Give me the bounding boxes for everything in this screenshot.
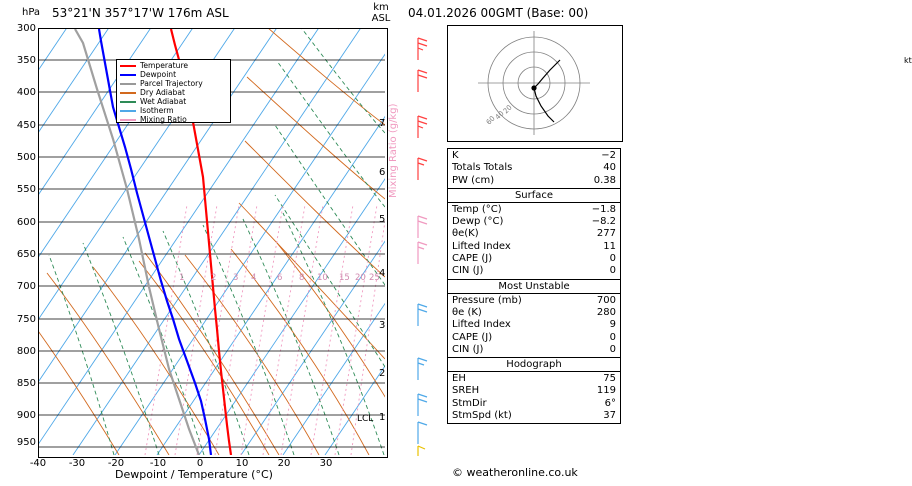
stat-label-mu-li: Lifted Index	[452, 319, 511, 331]
x-tick--10: -10	[149, 458, 167, 469]
mixing-ratio-tick-8: 8	[299, 273, 305, 283]
y-tick-600: 600	[16, 217, 36, 228]
x-tick--40: -40	[29, 458, 47, 469]
legend-swatch-temperature	[120, 65, 136, 67]
stat-value-stmspd: 37	[603, 410, 616, 422]
legend-item-dry-adiabat	[120, 89, 227, 98]
stat-label-sfc-cape: CAPE (J)	[452, 253, 493, 265]
hodograph-panel	[447, 25, 912, 142]
y-tick-400: 400	[16, 87, 36, 98]
hodograph-plot	[448, 26, 620, 139]
stat-label-sfc-cin: CIN (J)	[452, 265, 484, 277]
x-tick-0: 0	[196, 458, 204, 469]
km-asl-line1: km	[373, 2, 389, 13]
hodo-ring-40: 40	[493, 109, 506, 122]
stat-label-totals-totals: Totals Totals	[452, 162, 513, 174]
x-tick--20: -20	[107, 458, 125, 469]
stat-label-k: K	[452, 150, 459, 161]
y-tick-450: 450	[16, 120, 36, 131]
legend-item-isotherm	[120, 106, 227, 115]
stats-header-surface: Surface	[448, 189, 620, 203]
stat-value-eh: 75	[603, 373, 616, 385]
stat-label-sreh: SREH	[452, 385, 480, 397]
credit-text: © weatheronline.co.uk	[452, 466, 578, 479]
stat-label-mu-pressure: Pressure (mb)	[452, 294, 522, 306]
stat-value-k: −2	[601, 150, 616, 161]
km-tick-6: 6	[379, 167, 386, 178]
legend-label-dewpoint: Dewpoint	[140, 70, 177, 80]
stat-value-mu-cin: 0	[609, 343, 616, 355]
hodo-ring-60: 60	[484, 114, 497, 127]
y-tick-350: 350	[16, 55, 36, 66]
stat-row-mu-pressure	[448, 295, 620, 307]
km-tick-2: 2	[379, 368, 386, 379]
hodo-ring-20: 20	[501, 103, 514, 116]
stat-row-sfc-cape	[448, 253, 620, 265]
legend-item-wet-adiabat	[120, 98, 227, 107]
stats-header-most-unstable: Most Unstable	[448, 280, 620, 294]
wind-barb-strip	[398, 28, 438, 456]
stats-group-indices	[448, 149, 620, 189]
stat-row-pw	[448, 175, 620, 187]
mixing-ratio-tick-1: 1	[179, 273, 185, 283]
stat-label-mu-cin: CIN (J)	[452, 343, 484, 355]
legend-swatch-parcel	[120, 83, 136, 85]
stat-label-pw: PW (cm)	[452, 174, 495, 186]
stats-group-hodograph	[448, 372, 620, 423]
stat-label-stmdir: StmDir	[452, 397, 487, 409]
y-tick-750: 750	[16, 314, 36, 325]
stat-label-eh: EH	[452, 373, 466, 385]
y-tick-650: 650	[16, 249, 36, 260]
x-tick--30: -30	[68, 458, 86, 469]
stats-group-surface	[448, 203, 620, 280]
stat-value-mu-li: 9	[609, 319, 616, 331]
y-tick-950: 950	[16, 437, 36, 448]
legend-label-parcel: Parcel Trajectory	[140, 79, 203, 89]
stat-value-sfc-cape: 0	[609, 253, 616, 265]
stat-value-mu-cape: 0	[609, 331, 616, 343]
stat-label-mu-thetae: θe (K)	[452, 306, 482, 318]
legend-swatch-mixing-ratio	[120, 119, 136, 121]
mixing-ratio-tick-15: 15	[339, 273, 350, 283]
stat-row-stmdir	[448, 398, 620, 410]
stat-value-sfc-li: 11	[603, 240, 616, 252]
legend-label-wet-adiabat: Wet Adiabat	[140, 96, 187, 106]
y-tick-800: 800	[16, 346, 36, 357]
mixing-ratio-tick-4: 4	[251, 273, 257, 283]
stat-row-sfc-thetae	[448, 228, 620, 240]
stat-label-sfc-dewp: Dewp (°C)	[452, 216, 504, 228]
y-tick-850: 850	[16, 378, 36, 389]
mixing-ratio-tick-10: 10	[317, 273, 328, 283]
legend-swatch-dry-adiabat	[120, 92, 136, 94]
stat-row-sreh	[448, 385, 620, 397]
x-tick-20: 20	[277, 458, 291, 469]
x-axis-title: Dewpoint / Temperature (°C)	[115, 468, 273, 481]
km-asl-label	[366, 2, 396, 24]
stat-value-pw: 0.38	[593, 174, 616, 186]
stats-header-hodograph: Hodograph	[448, 358, 620, 372]
stat-label-stmspd: StmSpd (kt)	[452, 410, 512, 422]
y-tick-300: 300	[16, 23, 36, 34]
stat-value-sfc-cin: 0	[609, 265, 616, 277]
stat-row-totals-totals	[448, 162, 620, 174]
stat-label-sfc-thetae: θe(K)	[452, 228, 479, 240]
legend-item-mixing-ratio	[120, 115, 227, 124]
stat-label-mu-cape: CAPE (J)	[452, 331, 493, 343]
legend-label-temperature: Temperature	[140, 61, 189, 71]
mixing-ratio-tick-2: 2	[211, 273, 217, 283]
stat-row-sfc-dewp	[448, 216, 620, 228]
stat-value-sfc-dewp: −8.2	[591, 216, 616, 228]
stat-value-totals-totals: 40	[603, 162, 616, 174]
km-tick-7: 7	[379, 118, 386, 129]
x-tick-10: 10	[235, 458, 249, 469]
skewt-plot-area	[38, 28, 388, 458]
stat-row-mu-li	[448, 319, 620, 331]
chart-legend	[116, 59, 231, 123]
pressure-unit-label: hPa	[22, 7, 41, 18]
stat-row-sfc-cin	[448, 265, 620, 277]
stat-value-mu-thetae: 280	[596, 306, 616, 318]
stat-row-sfc-temp	[448, 204, 620, 216]
mixing-ratio-tick-3: 3	[233, 273, 239, 283]
date-title: 04.01.2026 00GMT (Base: 00)	[408, 6, 589, 20]
stat-row-k	[448, 150, 620, 162]
stat-label-sfc-temp: Temp (°C)	[452, 203, 502, 215]
y-tick-500: 500	[16, 152, 36, 163]
station-title: 53°21'N 357°17'W 176m ASL	[52, 6, 229, 20]
km-tick-3: 3	[379, 320, 386, 331]
legend-swatch-dewpoint	[120, 74, 136, 76]
mixing-ratio-axis-title: Mixing Ratio (g/kg)	[388, 103, 399, 198]
legend-label-dry-adiabat: Dry Adiabat	[140, 87, 185, 97]
stat-value-sfc-thetae: 277	[596, 228, 616, 240]
stat-value-sreh: 119	[596, 385, 616, 397]
legend-swatch-isotherm	[120, 110, 136, 112]
y-tick-700: 700	[16, 281, 36, 292]
hodograph-unit-label: kt	[904, 56, 912, 65]
stats-group-most-unstable	[448, 294, 620, 358]
sounding-stats-table	[447, 148, 621, 424]
stat-row-mu-cape	[448, 332, 620, 344]
stat-row-mu-thetae	[448, 307, 620, 319]
km-asl-line2: ASL	[371, 13, 391, 24]
stat-value-stmdir: 6°	[604, 397, 616, 409]
stat-row-mu-cin	[448, 344, 620, 356]
km-tick-5: 5	[379, 214, 386, 225]
stat-label-sfc-li: Lifted Index	[452, 240, 511, 252]
legend-swatch-wet-adiabat	[120, 101, 136, 103]
km-tick-1: 1	[379, 412, 386, 423]
x-tick-30: 30	[319, 458, 333, 469]
stat-row-sfc-li	[448, 241, 620, 253]
stat-row-eh	[448, 373, 620, 385]
lcl-label: LCL	[357, 414, 374, 424]
stat-value-mu-pressure: 700	[596, 294, 616, 306]
legend-label-mixing-ratio: Mixing Ratio	[140, 114, 187, 124]
mixing-ratio-tick-6: 6	[277, 273, 283, 283]
y-tick-550: 550	[16, 184, 36, 195]
stat-row-stmspd	[448, 410, 620, 422]
y-tick-900: 900	[16, 410, 36, 421]
mixing-ratio-tick-20: 20	[355, 273, 366, 283]
skewt-panel	[0, 0, 400, 486]
km-tick-4: 4	[379, 268, 386, 279]
stat-value-sfc-temp: −1.8	[591, 203, 616, 215]
legend-label-isotherm: Isotherm	[140, 105, 174, 115]
mixing-ratio-tick-25: 25	[369, 273, 380, 283]
